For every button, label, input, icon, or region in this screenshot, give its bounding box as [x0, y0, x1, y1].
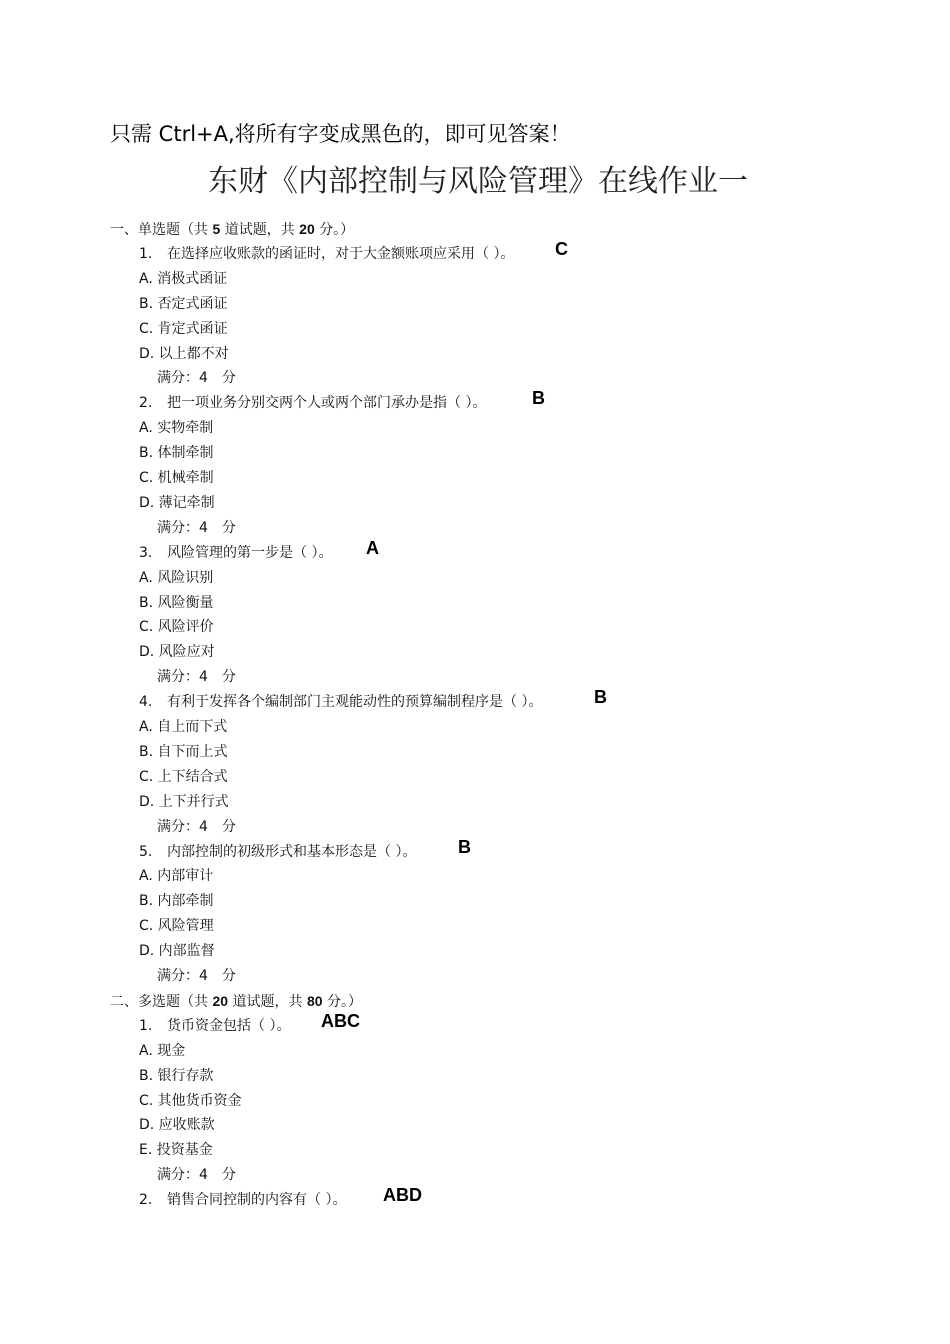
answer-option: A. 内部审计 — [139, 868, 214, 885]
answer-option: D. 上下并行式 — [139, 793, 229, 810]
answer-option: C. 其他货币资金 — [139, 1092, 242, 1109]
answer-option: C. 肯定式函证 — [139, 320, 228, 337]
question-stem — [139, 394, 486, 412]
section-suffix: 分。） — [322, 993, 362, 1010]
answer-option: B. 自下而上式 — [139, 743, 228, 760]
answer-option: A. 实物牵制 — [139, 420, 214, 437]
score-label: 满分：4 分 — [157, 370, 236, 387]
answer-option: D. 应收账款 — [139, 1117, 215, 1134]
answer-option: A. 现金 — [139, 1042, 186, 1059]
question-stem — [139, 693, 542, 711]
answer-option: D. 薄记牵制 — [139, 494, 215, 511]
question-text: 内部控制的初级形式和基本形态是（ ）。 — [167, 843, 417, 860]
answer-key: B — [594, 687, 607, 708]
answer-option: C. 风险管理 — [139, 918, 214, 935]
question-text: 风险管理的第一步是（ ）。 — [167, 544, 333, 561]
answer-option: A. 风险识别 — [139, 569, 214, 586]
section-prefix: 一、单选题（共 — [110, 222, 213, 238]
notice-text: 只需 Ctrl+A,将所有字变成黑色的，即可见答案！ — [110, 122, 571, 146]
answer-option: B. 否定式函证 — [139, 295, 228, 312]
score-label: 满分：4 分 — [157, 519, 236, 536]
answer-option: E. 投资基金 — [139, 1142, 213, 1159]
section-heading — [110, 992, 362, 1011]
question-number: 3. — [139, 544, 153, 561]
total-points: 20 — [299, 221, 315, 237]
answer-option: C. 风险评价 — [139, 619, 214, 636]
answer-option: D. 风险应对 — [139, 644, 215, 661]
answer-key: B — [458, 836, 471, 857]
question-stem — [139, 245, 514, 263]
answer-option: C. 机械牵制 — [139, 470, 214, 486]
question-number: 4. — [139, 694, 153, 711]
answer-option: C. 上下结合式 — [139, 768, 228, 785]
question-stem — [139, 843, 416, 861]
section-heading — [110, 220, 354, 239]
section-suffix: 分。） — [314, 222, 355, 238]
question-count: 5 — [212, 221, 221, 237]
answer-option: A. 消极式函证 — [139, 270, 228, 287]
answer-key: ABD — [383, 1185, 422, 1206]
section-prefix: 二、多选题（共 — [110, 993, 213, 1010]
question-text: 把一项业务分别交两个人或两个部门承办是指（ ）。 — [167, 395, 487, 412]
question-number: 1. — [139, 245, 153, 262]
section-mid: 道试题，共 — [220, 222, 300, 238]
answer-option: D. 内部监督 — [139, 943, 215, 960]
answer-key: C — [555, 238, 568, 259]
score-label: 满分：4 分 — [157, 818, 236, 835]
answer-option: A. 自上而下式 — [139, 719, 228, 735]
answer-key: ABC — [321, 1010, 360, 1031]
document-title: 东财《内部控制与风险管理》在线作业一 — [208, 164, 748, 199]
answer-option: B. 银行存款 — [139, 1067, 214, 1084]
total-points: 80 — [306, 992, 323, 1009]
question-stem — [139, 544, 332, 562]
question-number: 5. — [139, 843, 153, 860]
question-text: 货币资金包括（ ）。 — [167, 1017, 291, 1034]
question-number: 1. — [139, 1017, 153, 1034]
answer-option: B. 内部牵制 — [139, 893, 214, 910]
score-label: 满分：4 分 — [157, 968, 236, 984]
score-label: 满分：4 分 — [157, 669, 236, 686]
answer-option: B. 体制牵制 — [139, 445, 214, 462]
section-mid: 道试题，共 — [228, 993, 307, 1010]
question-text: 在选择应收账款的函证时，对于大金额账项应采用（ ）。 — [167, 245, 515, 262]
score-label: 满分：4 分 — [157, 1167, 236, 1184]
question-text: 有利于发挥各个编制部门主观能动性的预算编制程序是（ ）。 — [167, 694, 543, 711]
question-count: 20 — [212, 992, 229, 1009]
question-number: 2. — [139, 1192, 153, 1209]
answer-option: B. 风险衡量 — [139, 594, 214, 611]
answer-key: A — [366, 537, 379, 558]
question-number: 2. — [139, 395, 153, 412]
question-stem — [139, 1191, 346, 1209]
question-text: 销售合同控制的内容有（ ）。 — [167, 1192, 347, 1209]
answer-option: D. 以上都不对 — [139, 345, 229, 362]
answer-key: B — [532, 388, 545, 409]
question-stem — [139, 1017, 290, 1035]
